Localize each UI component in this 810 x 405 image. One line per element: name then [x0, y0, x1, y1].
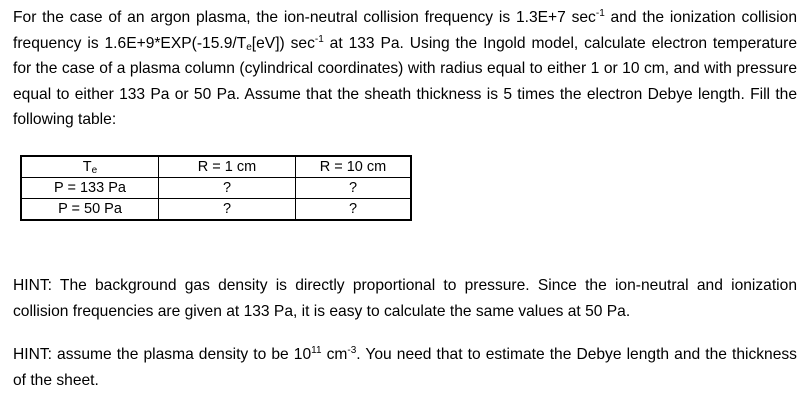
table-cell: ?	[296, 178, 412, 199]
header-cell-te: $T_e$	[21, 156, 159, 178]
exponent: -3	[347, 345, 357, 356]
header-cell-r10: R = 10 cm	[296, 156, 412, 178]
table-row	[21, 178, 411, 199]
exponent: 11	[311, 345, 322, 356]
hint-2: HINT: assume the plasma density to be $10^{11}$ $cm^{-3}$. You need that to estimate the Debye length and the thickness of the sheet.	[13, 345, 797, 389]
results-table	[20, 155, 412, 221]
row-label: P = 133 Pa	[21, 178, 159, 199]
table-cell: ?	[296, 199, 412, 221]
table-header-row	[21, 156, 411, 178]
row-label: P = 50 Pa	[21, 199, 159, 221]
exponent: -1	[314, 33, 324, 45]
exponent: -1	[595, 8, 605, 19]
problem-text-2: and the ionization collision frequency is 1.6E+9*EXP(-15.9/T	[13, 9, 797, 52]
problem-text-4: at 133 Pa. Using the Ingold model, calculate electron temperature for the case of a plasma column (cylindrical coordinates) with radius equal to either 1 or 10 cm, and with pressure equal to either 133 Pa or 50 Pa. Assume that the sheath thickness is 5 times the electron Debye length. Fill the following table:	[13, 34, 797, 128]
problem-text-1: For the case of an argon plasma, the ion-neutral collision frequency is 1.3E+7 sec	[13, 9, 596, 26]
subscript: e	[246, 41, 252, 53]
problem-text-3: [eV]) sec	[251, 34, 315, 52]
hint-1: HINT: The background gas density is directly proportional to pressure. Since the ion-neutral and ionization collision frequencies are given at 133 Pa, it is easy to calculate the same values at 50 Pa.	[13, 277, 797, 320]
table-row	[21, 199, 411, 221]
header-cell-r1: R = 1 cm	[159, 156, 296, 178]
problem-statement	[13, 5, 797, 133]
table-cell: ?	[159, 178, 296, 199]
table-cell: ?	[159, 199, 296, 221]
